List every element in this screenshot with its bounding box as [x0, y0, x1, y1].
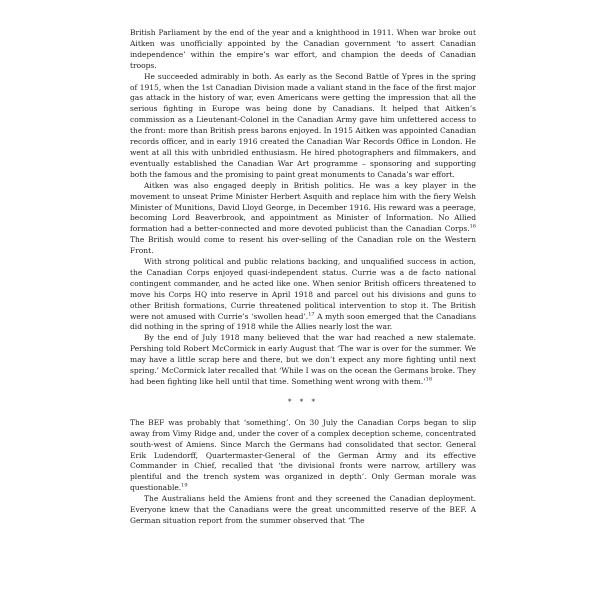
body-paragraph	[130, 494, 476, 527]
paragraph-text-continued: A myth soon emerged that the Canadians did nothing in the spring of 1918 while the Allies nearly lost the war.	[130, 311, 476, 332]
text-section-after	[130, 418, 476, 527]
page-body	[130, 28, 476, 527]
body-paragraph	[130, 333, 476, 388]
body-paragraph	[130, 257, 476, 333]
footnote-marker: 18	[425, 376, 433, 383]
paragraph-text: By the end of July 1918 many believed that the war had reached a new stalemate. Pershing told Robert McCormick in early August that ‘The war is over for the summer. We may have a little scrap here and there, but we don’t expect any more fighting until next spring.’ McCormick later recalled that ‘While I was on the ocean the Germans broke. They had been fighting like hell until that time. Something went wrong with them.’	[130, 333, 476, 386]
section-divider: * * *	[288, 397, 318, 406]
footnote-marker: 17	[308, 311, 315, 318]
paragraph-text: He succeeded admirably in both. As early as the Second Battle of Ypres in the spring of 1915, when the 1st Canadian Division made a valiant stand in the face of the first major gas attack in the history of war, even Americans were getting the impression that all the serious fighting in Europe was being done by Canadians. It helped that Aitken’s commission as a Lieutenant-Colonel in the Canadian Army gave him unfettered access to the front: more than British press barons enjoyed. In 1915 Aitken was appointed Canadian records officer, and in early 1916 created the Canadian War Records Office in London. He went at all this with unbridled enthusiasm. He hired photographers and filmmakers, and eventually established the Canadian War Art programme – sponsoring and supporting both the famous and the promising to paint great monuments to Canada’s war effort.	[130, 71, 476, 179]
body-paragraph	[130, 181, 476, 257]
paragraph-text: British Parliament by the end of the year and a knighthood in 1911. When war broke out Aitken was unofficially appointed by the Canadian government ‘to assert Canadian independence’ within the empire’s war effort, and champion the deeds of Canadian troops.	[130, 28, 476, 70]
paragraph-text-continued: The British would come to resent his over-selling of the Canadian role on the Western Front.	[130, 235, 476, 256]
paragraph-text: The Australians held the Amiens front and they screened the Canadian deployment. Everyone knew that the Canadians were the great uncommitted reserve of the BEF. A German situation report from the summer observed that ‘The	[130, 494, 476, 525]
body-paragraph	[130, 72, 476, 181]
paragraph-text: With strong political and public relations backing, and unqualified success in action, the Canadian Corps enjoyed quasi-independent status. Currie was a de facto national contingent commander, and he acted like one. When senior British officers threatened to move his Corps HQ into reserve in April 1918 and parcel out his divisions and guns to other British formations, Currie threatened political intervention to stop it. The British were not amused with Currie’s ‘swollen head’.	[130, 257, 476, 321]
footnote-marker: 19	[181, 482, 188, 489]
footnote-marker: 16	[469, 223, 476, 230]
text-section-before	[130, 28, 476, 388]
paragraph-text: Aitken was also engaged deeply in British politics. He was a key player in the movement to unseat Prime Minister Herbert Asquith and replace him with the fiery Welsh Minister of Munitions, David Lloyd George, in December 1916. His reward was a peerage, becoming Lord Beaverbrook, and appointment as Minister of Information. No Allied formation had a better-connected and more devoted publicist than the Canadian Corps.	[130, 180, 476, 234]
body-paragraph	[130, 418, 476, 494]
paragraph-text: The BEF was probably that ‘something’. On 30 July the Canadian Corps began to slip away from Vimy Ridge and, under the cover of a complex deception scheme, concentrated south-west of Amiens. Since March the Germans had consolidated that sector. General Erik Ludendorff, Quartermaster-General of the German Army and its effective Commander in Chief, recalled that ‘the divisional fronts were narrow, artillery was plentiful and the trench system was organized in depth’. Only German morale was questionable.	[130, 417, 476, 493]
body-paragraph	[130, 28, 476, 72]
